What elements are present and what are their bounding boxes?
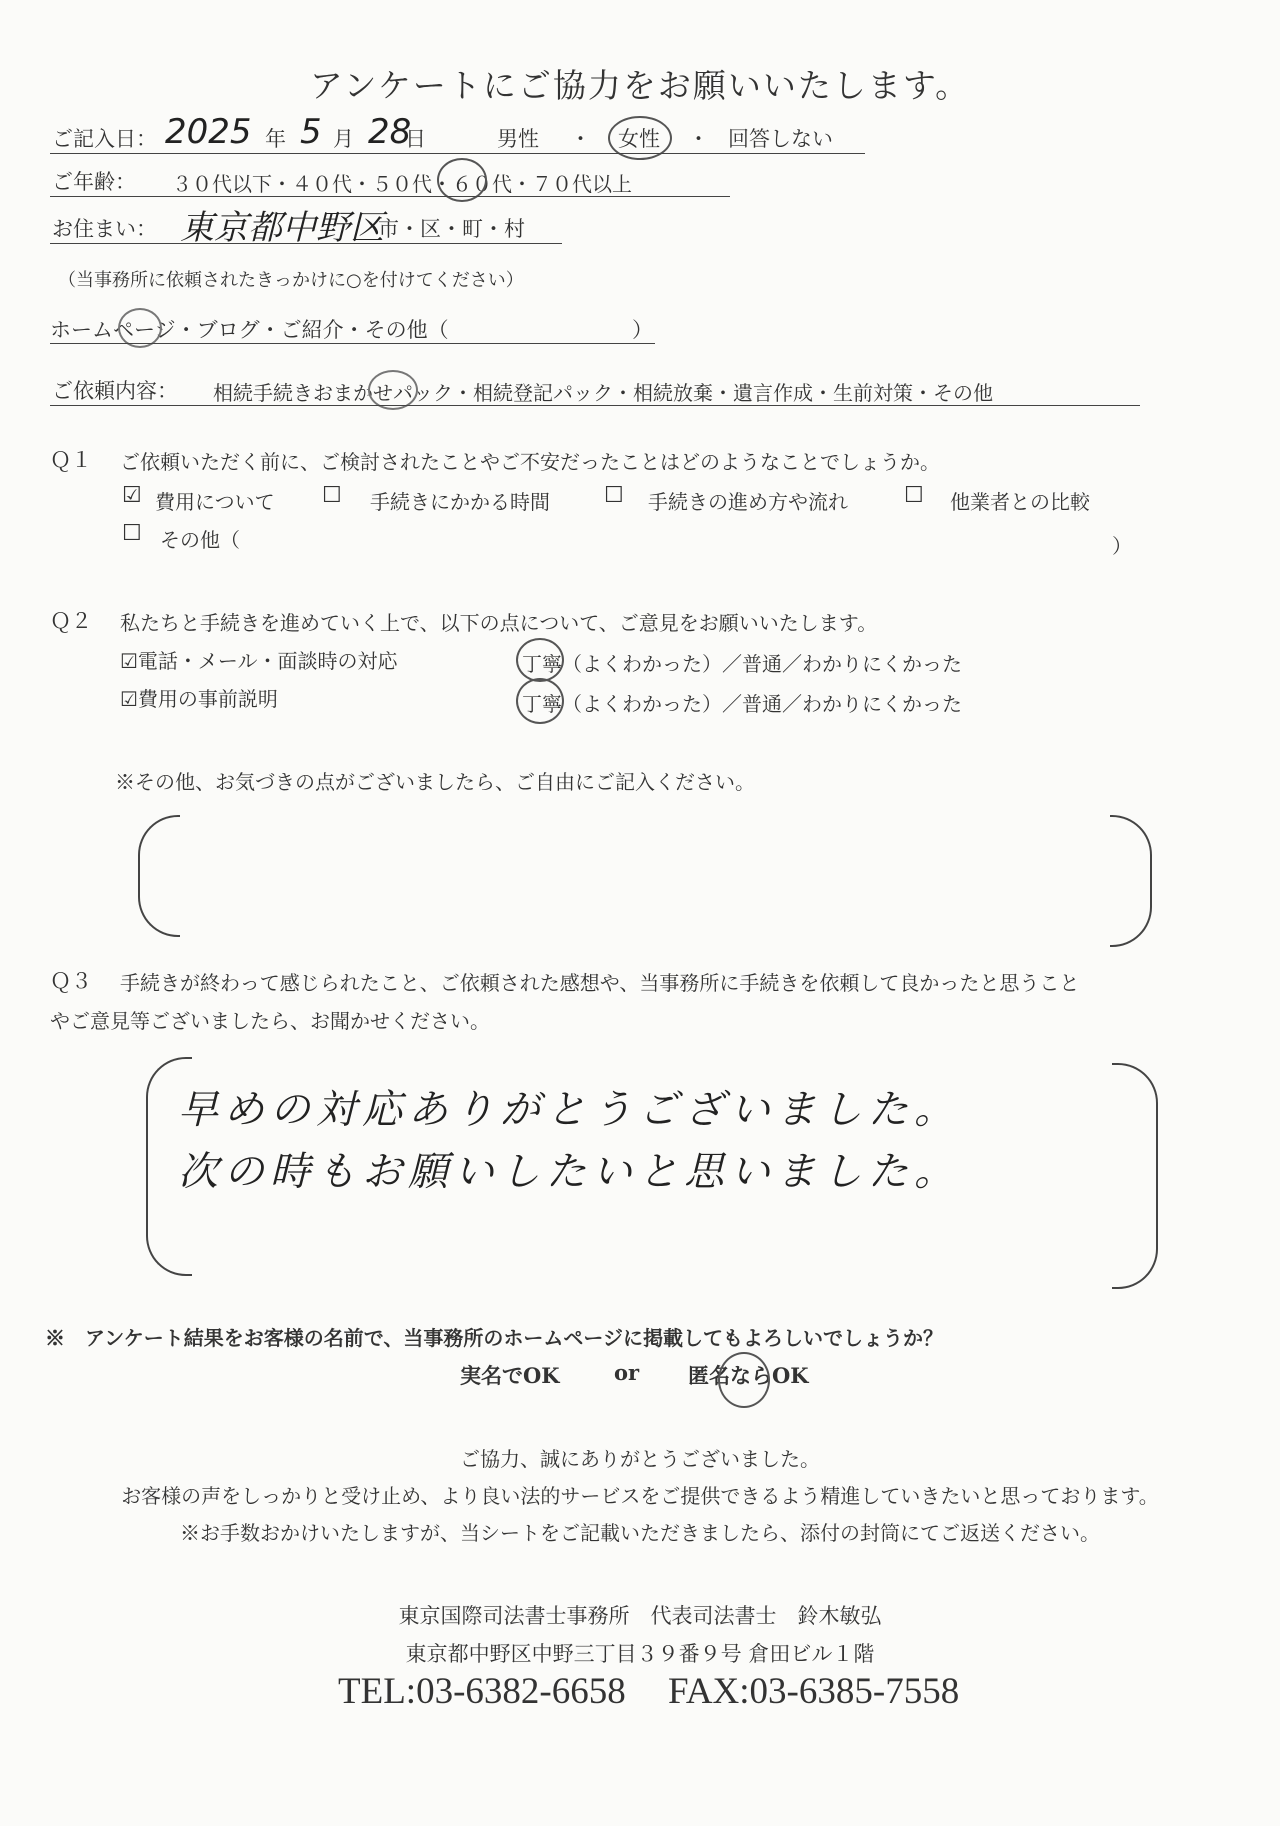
trigger-note: （当事務所に依頼されたきっかけに○を付けてください） <box>58 270 524 291</box>
q1-checkbox-process[interactable]: ☐ <box>604 483 624 508</box>
q3-answer-bracket-right <box>1112 1063 1158 1289</box>
request-underline <box>50 405 1140 406</box>
q2-question: 私たちと手続きを進めていく上で、以下の点について、ご意見をお願いいたします。 <box>120 611 878 635</box>
age-underline <box>50 196 730 197</box>
q1-question: ご依頼いただく前に、ご検討されたことやご不安だったことはどのようなことでしょうか。 <box>120 450 940 474</box>
gender-sep: ・ <box>570 127 591 151</box>
q1-option-cost: 費用について <box>155 490 275 514</box>
entry-underline <box>50 153 865 154</box>
q1-option-process: 手続きの進め方や流れ <box>648 490 848 514</box>
entry-month-suffix: 月 <box>333 127 354 151</box>
q2-item-cost-circle <box>516 678 564 724</box>
request-label: ご依頼内容： <box>52 379 178 403</box>
q1-checkbox-other[interactable]: ☐ <box>122 521 142 546</box>
q3-number: Ｑ３ <box>50 969 92 993</box>
q3-question-line2: やご意見等ございましたら、お聞かせください。 <box>50 1009 490 1033</box>
publish-real-name[interactable]: 実名でOK <box>460 1363 560 1388</box>
q1-option-other: その他（ <box>160 528 240 552</box>
q2-item-response-circle <box>516 638 564 682</box>
gender-sep: ・ <box>688 127 709 151</box>
q3-answer-line2[interactable]: 次の時もお願いしたいと思いました。 <box>178 1149 960 1195</box>
q2-item-response-label[interactable]: ☑電話・メール・面談時の対応 <box>120 649 398 673</box>
trigger-underline <box>50 343 655 344</box>
q3-answer-line1[interactable]: 早めの対応ありがとうございました。 <box>178 1087 960 1133</box>
q1-number: Ｑ１ <box>50 448 92 472</box>
survey-title: アンケートにご協力をお願いいたします。 <box>309 66 971 105</box>
entry-year[interactable]: 2025 <box>165 112 252 152</box>
q2-comment-bracket-left <box>138 815 180 937</box>
entry-day-suffix: 日 <box>405 127 426 151</box>
office-fax: FAX:03-6385-7558 <box>668 1671 960 1712</box>
entry-day[interactable]: 28 <box>368 112 412 152</box>
thanks-line1: ご協力、誠にありがとうございました。 <box>460 1447 820 1471</box>
thanks-line3: ※お手数おかけいたしますが、当シートをご記載いただきましたら、添付の封筒にてご返送ください。 <box>180 1521 1100 1545</box>
publish-or: or <box>614 1360 640 1385</box>
age-options[interactable]: ３０代以下・４０代・５０代・６０代・７０代以上 <box>172 172 632 196</box>
trigger-selection-circle <box>118 308 162 348</box>
q1-option-time: 手続きにかかる時間 <box>370 490 550 514</box>
q2-comment-bracket-right <box>1110 815 1152 947</box>
q2-number: Ｑ２ <box>50 609 92 633</box>
gender-female[interactable]: 女性 <box>618 127 660 151</box>
request-selection-circle <box>368 370 418 410</box>
address-underline <box>50 243 562 244</box>
address-label: お住まい： <box>52 217 157 241</box>
trigger-close: ） <box>632 318 653 342</box>
entry-year-suffix: 年 <box>265 127 286 151</box>
q1-checkbox-cost[interactable]: ☑ <box>122 483 142 508</box>
q1-option-compare: 他業者との比較 <box>950 490 1090 514</box>
address-suffix: 市・区・町・村 <box>378 217 525 241</box>
q2-other-note: ※その他、お気づきの点がございましたら、ご自由にご記入ください。 <box>115 770 755 794</box>
publish-anonymous[interactable]: 匿名ならOK <box>688 1363 809 1388</box>
office-tel: TEL:03-6382-6658 <box>338 1671 626 1712</box>
trigger-options[interactable]: ホームページ・ブログ・ご紹介・その他（ <box>50 318 449 342</box>
entry-date-label: ご記入日： <box>52 127 157 151</box>
gender-male[interactable]: 男性 <box>497 127 539 151</box>
q2-item-cost-rating[interactable]: 丁寧（よくわかった）／普通／わかりにくかった <box>522 692 962 716</box>
address-value[interactable]: 東京都中野区 <box>180 208 384 248</box>
q2-item-cost-label[interactable]: ☑費用の事前説明 <box>120 687 278 711</box>
q1-other-close: ） <box>1112 534 1132 558</box>
entry-month[interactable]: 5 <box>300 112 322 152</box>
publish-question: ※ アンケート結果をお客様の名前で、当事務所のホームページに掲載してもよろしいでしょうか？ <box>45 1326 943 1350</box>
q1-checkbox-compare[interactable]: ☐ <box>904 483 924 508</box>
q2-item-response-rating[interactable]: 丁寧（よくわかった）／普通／わかりにくかった <box>522 652 962 676</box>
office-name: 東京国際司法書士事務所 代表司法書士 鈴木敏弘 <box>398 1604 882 1628</box>
publish-selection-circle <box>718 1352 770 1408</box>
q3-question-line1: 手続きが終わって感じられたこと、ご依頼された感想や、当事務所に手続きを依頼して良かったと思うこと <box>120 971 1080 995</box>
gender-no-answer[interactable]: 回答しない <box>728 127 833 151</box>
q1-checkbox-time[interactable]: ☐ <box>322 483 342 508</box>
office-address: 東京都中野区中野三丁目３９番９号 倉田ビル１階 <box>405 1642 875 1666</box>
age-label: ご年齢： <box>52 170 136 194</box>
thanks-line2: お客様の声をしっかりと受け止め、より良い法的サービスをご提供できるよう精進していきたいと思っております。 <box>121 1484 1159 1508</box>
request-options[interactable]: 相続手続きおまかせパック・相続登記パック・相続放棄・遺言作成・生前対策・その他 <box>213 381 993 405</box>
